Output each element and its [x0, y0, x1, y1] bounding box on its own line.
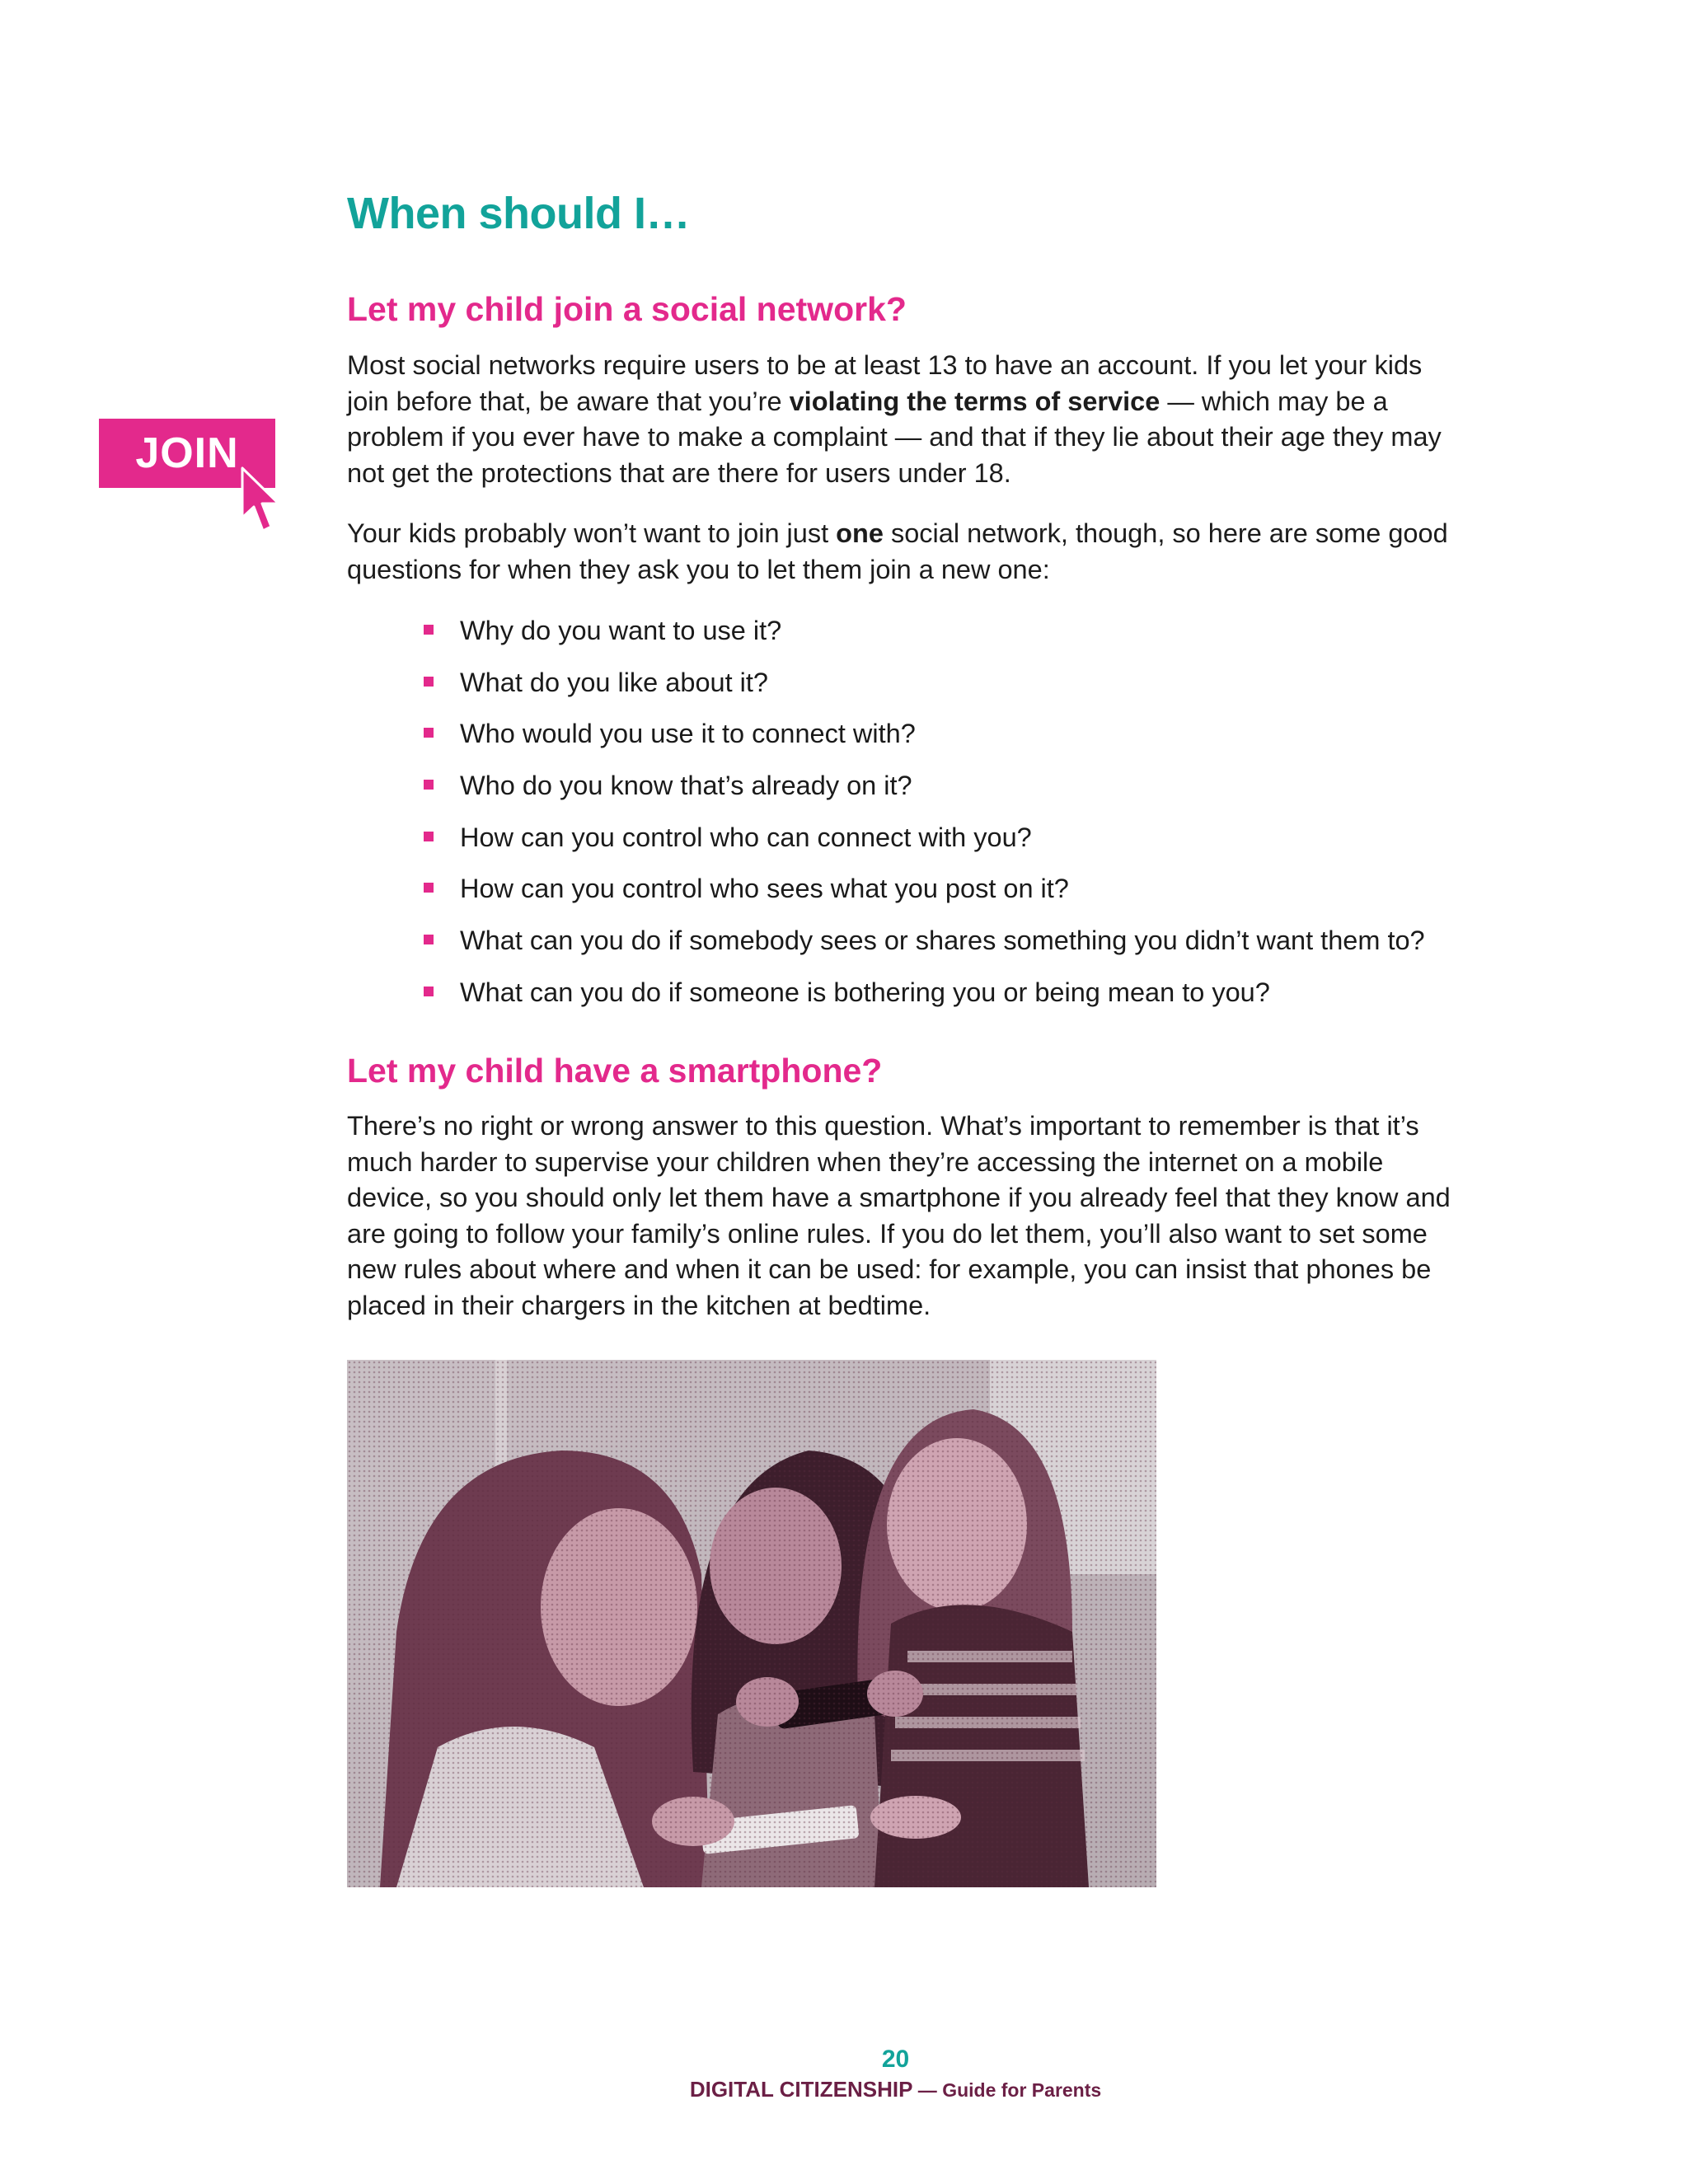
list-item-text: How can you control who can connect with you?: [460, 822, 1032, 852]
bullet-square-icon: [424, 832, 434, 841]
list-item-text: What can you do if someone is bothering you or being mean to you?: [460, 977, 1270, 1007]
list-item-text: What can you do if somebody sees or shares something you didn’t want them to?: [460, 926, 1425, 956]
list-item-text: Who would you use it to connect with?: [460, 719, 916, 749]
bullet-square-icon: [424, 728, 434, 738]
list-item: [420, 869, 1425, 921]
list-item-text: How can you control who sees what you post on it?: [460, 874, 1069, 904]
footer-title-rest: — Guide for Parents: [912, 2079, 1102, 2101]
bullet-square-icon: [424, 935, 434, 944]
list-item: [420, 921, 1425, 973]
questions-list: [420, 612, 1425, 1025]
section-heading-smartphone: Let my child have a smartphone?: [347, 1052, 883, 1090]
page-title: When should I…: [347, 189, 690, 238]
paragraph-bold-text: violating the terms of service: [789, 386, 1160, 416]
bullet-square-icon: [424, 987, 434, 996]
paragraph-text: Most social networks require users to be at least 13 to have an account. If you let your kids join before that, be aware that you’re: [347, 350, 1423, 416]
bullet-square-icon: [424, 677, 434, 687]
smartphone-paragraph: There’s no right or wrong answer to this question. What’s important to remember is that it’s much harder to supervise your children when they’re accessing the internet on a mobile device, so you should only let them have a smartphone if you already feel that they know and are going to follow your family’s online rules. If you do let them, you’ll also want to set some new rules about where and when it can be used: for example, you can insist that phones be placed in their chargers in the kitchen at bedtime.: [347, 1111, 1451, 1320]
photo-girls-with-smartphone: [347, 1360, 1156, 1887]
list-item: [420, 818, 1425, 870]
cursor-arrow-icon: [239, 466, 287, 541]
questions-intro-paragraph: [347, 516, 1451, 588]
list-item-text: Who do you know that’s already on it?: [460, 771, 912, 801]
social-network-paragraph: [347, 348, 1451, 491]
footer-title-bold: DIGITAL CITIZENSHIP: [689, 2077, 913, 2102]
section-heading-social-network: Let my child join a social network?: [347, 290, 907, 328]
paragraph-text: — which may be a problem if you ever have to make a complaint — and that if they lie about their age they may not get the protections that are there for users under 18.: [347, 386, 1442, 488]
paragraph-text: Your kids probably won’t want to join just: [347, 518, 837, 548]
bullet-square-icon: [424, 625, 434, 635]
list-item: [420, 663, 1425, 715]
list-item: [420, 973, 1425, 1025]
paragraph-bold-text: one: [836, 518, 884, 548]
bullet-square-icon: [424, 883, 434, 893]
page-number: 20: [881, 2046, 910, 2073]
join-badge-label: JOIN: [135, 429, 239, 477]
list-item-text: What do you like about it?: [460, 667, 768, 697]
bullet-square-icon: [424, 780, 434, 790]
list-item: [420, 766, 1425, 818]
list-item: [420, 715, 1425, 766]
list-item-text: Why do you want to use it?: [460, 616, 782, 645]
list-item: [420, 612, 1425, 663]
paragraph-text: social network, though, so here are some good questions for when they ask you to let them join a new one:: [347, 518, 1448, 584]
footer-title: [0, 2077, 1688, 2102]
